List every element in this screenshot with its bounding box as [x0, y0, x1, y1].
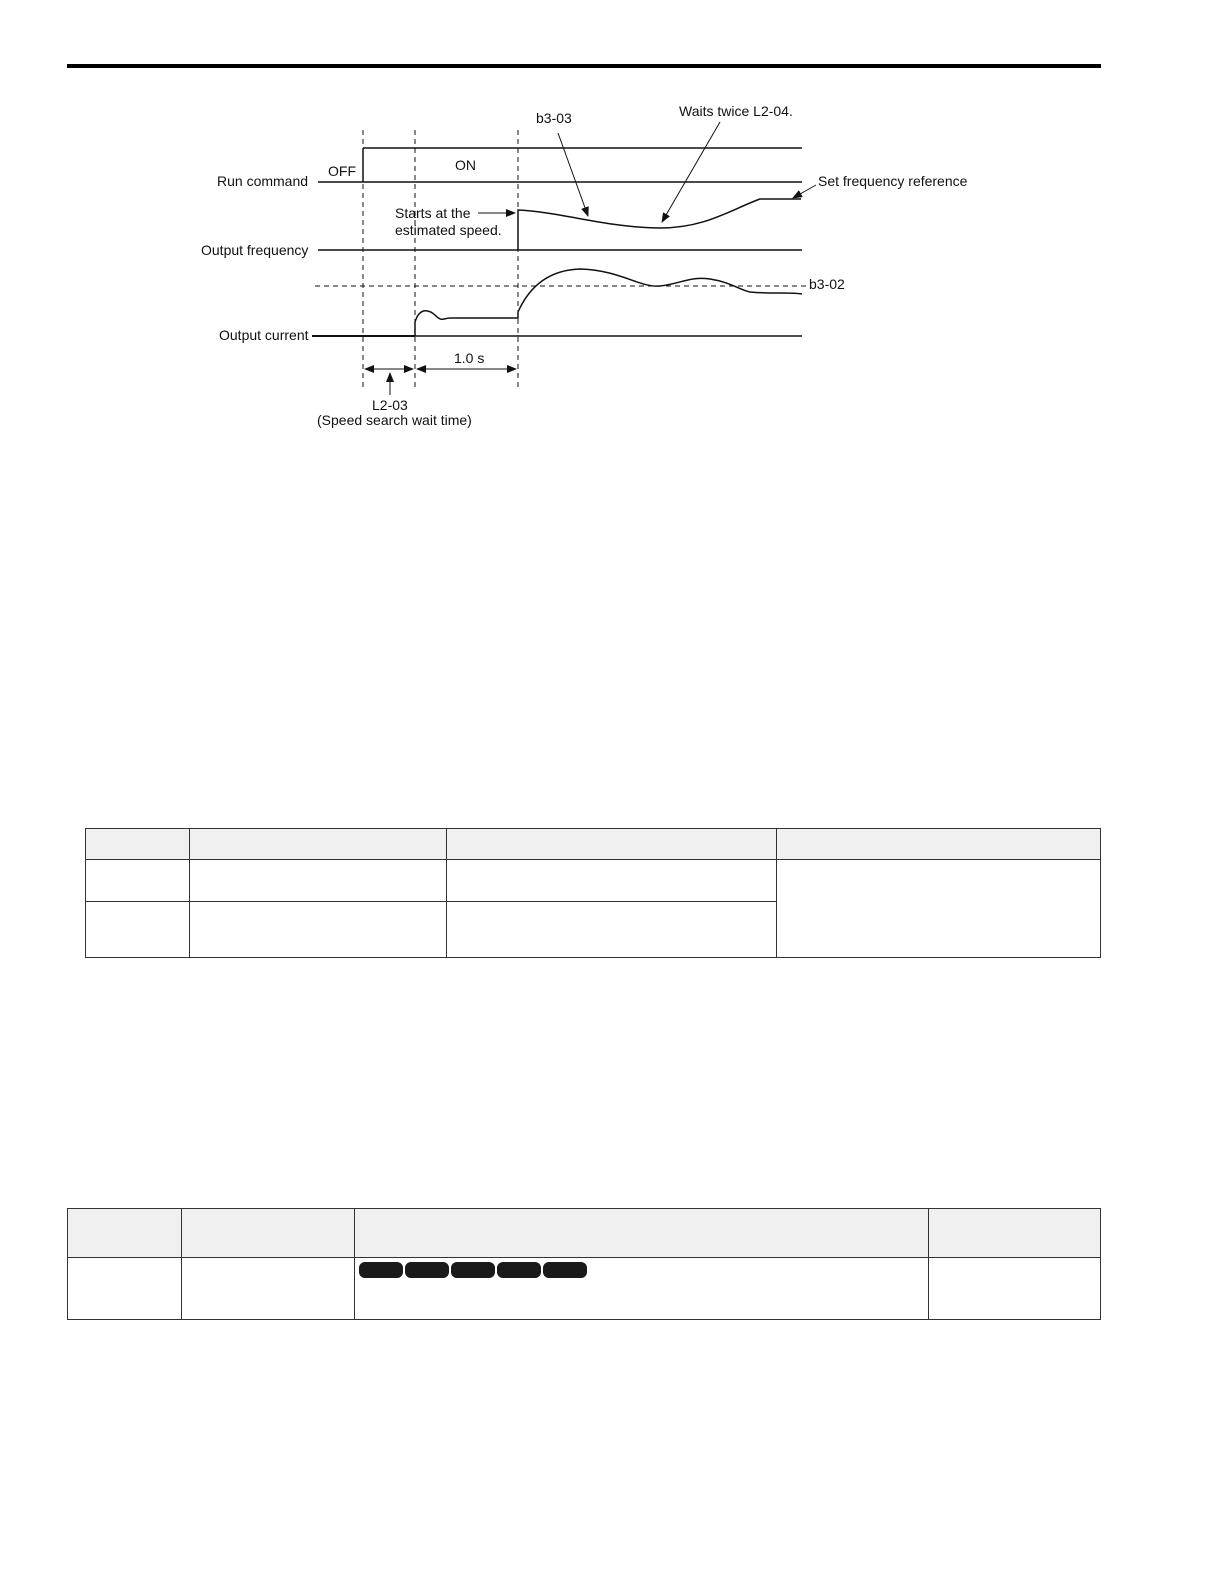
b3-03-label: b3-03 — [536, 110, 572, 126]
on-label: ON — [455, 157, 476, 173]
one-second-label: 1.0 s — [454, 350, 485, 366]
control-mode-badge — [451, 1262, 495, 1278]
starts-at-label: Starts at the — [395, 205, 471, 221]
table-header-row — [86, 829, 1101, 860]
table-header-cell — [777, 829, 1101, 860]
table-row — [86, 860, 1101, 902]
table-cell — [447, 860, 777, 902]
run-command-label: Run command — [217, 173, 309, 189]
control-mode-badges — [359, 1262, 589, 1278]
table-cell — [929, 1258, 1101, 1320]
table-cell-merged — [777, 860, 1101, 958]
table-cell — [447, 902, 777, 958]
output-frequency-curve — [518, 199, 801, 250]
control-mode-badge — [543, 1262, 587, 1278]
table-header-cell — [447, 829, 777, 860]
table-header-row — [68, 1209, 1101, 1258]
table-header-cell — [68, 1209, 182, 1258]
table-header-cell — [86, 829, 190, 860]
off-label: OFF — [328, 163, 356, 179]
control-mode-badge — [359, 1262, 403, 1278]
control-mode-badge — [405, 1262, 449, 1278]
b3-02-label: b3-02 — [809, 276, 845, 292]
set-frequency-arrow — [793, 185, 816, 198]
control-mode-badge — [497, 1262, 541, 1278]
table-header-cell — [355, 1209, 929, 1258]
table-cell — [190, 902, 447, 958]
waits-arrow — [662, 122, 720, 222]
b3-03-arrow — [558, 133, 588, 216]
table-cell — [86, 860, 190, 902]
table-header-cell — [182, 1209, 355, 1258]
parameter-table-1 — [85, 828, 1101, 958]
table-cell — [182, 1258, 355, 1320]
estimated-speed-label: estimated speed. — [395, 222, 502, 238]
output-current-label: Output current — [219, 327, 309, 343]
table-cell — [68, 1258, 182, 1320]
table-cell — [190, 860, 447, 902]
output-current-curve — [415, 269, 802, 336]
table-cell — [86, 902, 190, 958]
waits-twice-label: Waits twice L2-04. — [679, 103, 793, 119]
output-frequency-label: Output frequency — [201, 242, 309, 258]
speed-search-wait-time-label: (Speed search wait time) — [317, 412, 472, 428]
l2-03-label: L2-03 — [372, 397, 408, 413]
table-header-cell — [929, 1209, 1101, 1258]
table-header-cell — [190, 829, 447, 860]
set-frequency-reference-label: Set frequency reference — [818, 173, 968, 189]
speed-search-timing-diagram — [0, 0, 1224, 460]
